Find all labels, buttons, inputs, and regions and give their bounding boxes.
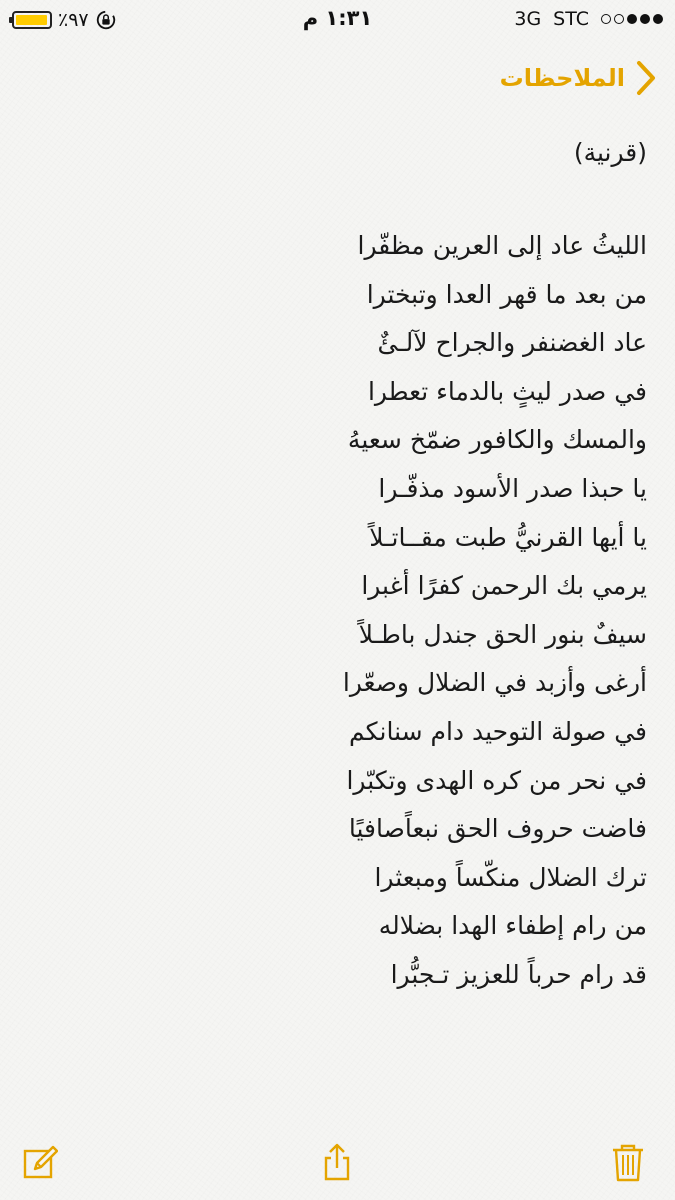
poem-line: والمسك والكافور ضمّخ سعيهُ bbox=[347, 425, 647, 455]
poem-line: أرغى وأزبد في الضلال وصعّرا bbox=[342, 668, 647, 698]
poem-line: من بعد ما قهر العدا وتبخترا bbox=[366, 279, 647, 309]
poem-line: يا أيها القرنيُّ طبت مقــاتـلاً bbox=[369, 522, 647, 552]
poem-line: في نحر من كره الهدى وتكبّرا bbox=[346, 765, 647, 795]
poem-line: يرمي بك الرحمن كفرًا أغبرا bbox=[361, 571, 647, 601]
note-body[interactable] bbox=[47, 128, 647, 1000]
poem-line: فاضت حروف الحق نبعاًصافيًا bbox=[348, 814, 647, 844]
poem-line: ترك الضلال منكّساً ومبعثرا bbox=[374, 862, 647, 892]
poem-line: في صولة التوحيد دام سنانكم bbox=[349, 716, 647, 746]
back-to-notes-button[interactable] bbox=[500, 58, 657, 98]
battery-percent: ٪٩٧ bbox=[58, 9, 89, 31]
poem-line: في صدر ليثٍ بالدماء تعطرا bbox=[367, 376, 647, 406]
trash-icon bbox=[610, 1142, 646, 1182]
compose-icon bbox=[22, 1142, 58, 1182]
poem-line: سيفٌ بنور الحق جندل باطـلاً bbox=[358, 619, 647, 649]
delete-button[interactable] bbox=[606, 1140, 650, 1184]
poem-line: من رام إطفاء الهدا بضلاله bbox=[378, 911, 647, 941]
back-button-label: الملاحظات bbox=[499, 64, 625, 92]
signal-dot bbox=[601, 14, 611, 24]
signal-dot bbox=[614, 14, 624, 24]
chevron-right-icon bbox=[635, 60, 657, 96]
poem-line: الليثُ عاد إلى العرين مظفّرا bbox=[357, 231, 647, 260]
signal-strength-icon bbox=[601, 14, 663, 24]
status-bar bbox=[0, 0, 675, 40]
note-title: (قرنية) bbox=[573, 138, 647, 167]
share-icon bbox=[319, 1142, 355, 1182]
carrier-name: STC bbox=[553, 8, 589, 30]
signal-dot bbox=[627, 14, 637, 24]
compose-button[interactable] bbox=[18, 1140, 62, 1184]
share-button[interactable] bbox=[315, 1140, 359, 1184]
poem-line: عاد الغضنفر والجراح لآلـئٌ bbox=[377, 328, 647, 358]
network-type: 3G bbox=[514, 8, 542, 30]
poem-line: يا حبذا صدر الأسود مذفّـرا bbox=[378, 473, 647, 503]
bottom-toolbar bbox=[0, 1120, 675, 1200]
status-time: ١:٣١ م bbox=[302, 6, 373, 30]
status-right-group bbox=[514, 6, 663, 32]
poem-line: قد رام حرباً للعزيز تـجبُّرا bbox=[390, 959, 647, 989]
signal-dot bbox=[653, 14, 663, 24]
signal-dot bbox=[640, 14, 650, 24]
